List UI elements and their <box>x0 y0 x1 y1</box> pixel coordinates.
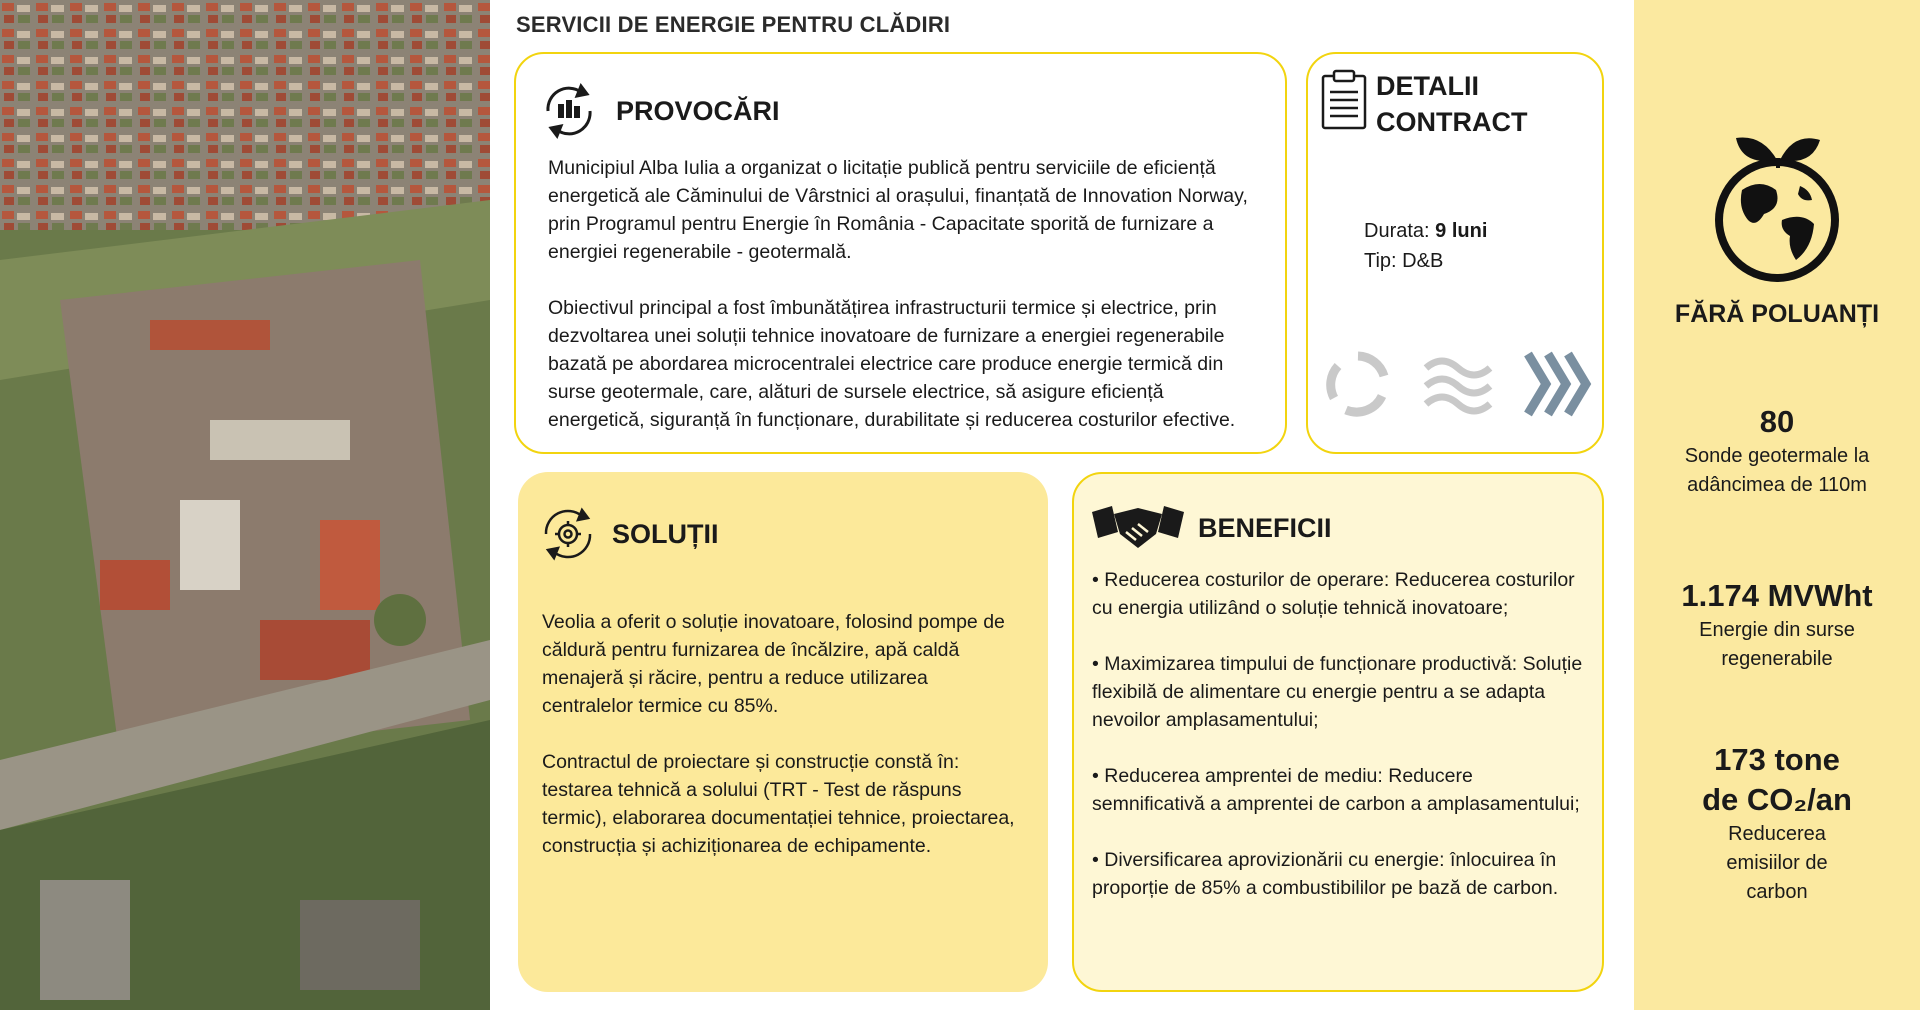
leaf-globe-icon <box>1702 128 1852 293</box>
beneficii-item-4: • Diversificarea aprovizionării cu energie: înlocuirea în proporție de 85% a combustibililor pe bază de carbon. <box>1092 849 1559 899</box>
chevrons-icon <box>1522 348 1594 425</box>
beneficii-item-1: • Reducerea costurilor de operare: Reducerea costurilor cu energia utilizând o soluție tehnică inovatoare; <box>1092 569 1575 619</box>
no-pollutants-title: FĂRĂ POLUANȚI <box>1674 300 1880 328</box>
stat-value: 80 <box>1759 404 1795 439</box>
stats-panel <box>1634 0 1920 1010</box>
stat-label: Energie din surse regenerabile <box>1699 619 1855 670</box>
stat-value-line2: de CO₂/an <box>1702 782 1852 817</box>
gear-cycle-icon <box>538 504 598 564</box>
stat-renewable-energy <box>1634 576 1920 674</box>
clipboard-icon <box>1320 68 1368 130</box>
recycle-ring-icon <box>1322 348 1394 425</box>
aerial-city-photo <box>0 0 490 1010</box>
beneficii-item-3: • Reducerea amprentei de mediu: Reducere semnificativă a amprentei de carbon a amplasamentului; <box>1092 765 1580 815</box>
detalii-title-line1: DETALII <box>1376 71 1479 101</box>
stat-geothermal-probes <box>1634 402 1920 500</box>
beneficii-title: BENEFICII <box>1198 512 1332 543</box>
provocari-paragraph-1: Municipiul Alba Iulia a organizat o licitație publică pentru serviciile de eficiență energetică ale Căminului de Vârstnici al orașului, finanțată de Innovation Norway, prin Programul pentru Energie în România - Capacitate sporită de furnizare a energiei regenerabile - geotermală. <box>548 157 1248 263</box>
city-cycle-icon <box>536 78 602 144</box>
decorative-icons <box>1322 348 1594 425</box>
handshake-icon <box>1092 502 1184 554</box>
beneficii-card <box>1072 472 1604 992</box>
provocari-paragraph-2: Obiectivul principal a fost îmbunătățirea infrastructurii termice și electrice, prin dezvoltarea unei soluții tehnice inovatoare de furnizare a energiei regenerabile bazată pe abordarea microcentralei electrice care produce energie termică din surse geotermale, care, alături de sursele electrice, să asigure eficiență energetică, siguranță în funcționare, durabilitate și reducerea costurilor efective. <box>548 297 1236 431</box>
beneficii-item-2: • Maximizarea timpului de funcționare productivă: Soluție flexibilă de alimentare cu energie pentru a se adapta nevoilor amplasamentului; <box>1092 653 1583 731</box>
solutii-paragraph-1: Veolia a oferit o soluție inovatoare, folosind pompe de căldură pentru furnizarea de încălzire, apă caldă menajeră și răcire, pentru a reduce utilizarea centralelor termice cu 85%. <box>542 611 1005 717</box>
duration-row <box>1364 216 1487 246</box>
provocari-card <box>514 52 1287 454</box>
detalii-title-line2: CONTRACT <box>1376 107 1528 137</box>
stat-label: Sonde geotermale la adâncimea de 110m <box>1684 445 1870 496</box>
stat-co2-reduction <box>1634 740 1920 907</box>
stat-value: 1.174 MVWht <box>1681 578 1873 613</box>
duration-label: Durata: <box>1364 220 1436 242</box>
detalii-contract-card <box>1306 52 1604 454</box>
stat-label: Reducerea emisiilor de carbon <box>1726 823 1828 903</box>
page-title: SERVICII DE ENERGIE PENTRU CLĂDIRI <box>516 12 951 37</box>
solutii-paragraph-2: Contractul de proiectare și construcție constă în: testarea tehnică a solului (TRT - Test de răspuns termic), elaborarea documentației tehnice, proiectarea, construcția și achiziționarea de echipamente. <box>542 751 1015 857</box>
contract-info <box>1364 216 1487 276</box>
provocari-title: PROVOCĂRI <box>616 95 780 126</box>
stat-value-line1: 173 tone <box>1714 742 1840 777</box>
waves-icon <box>1422 348 1494 425</box>
solutii-title: SOLUȚII <box>612 518 719 549</box>
duration-value: 9 luni <box>1435 220 1488 242</box>
solutii-card <box>518 472 1048 992</box>
detalii-title <box>1376 68 1527 140</box>
type-row: Tip: D&B <box>1364 250 1444 272</box>
